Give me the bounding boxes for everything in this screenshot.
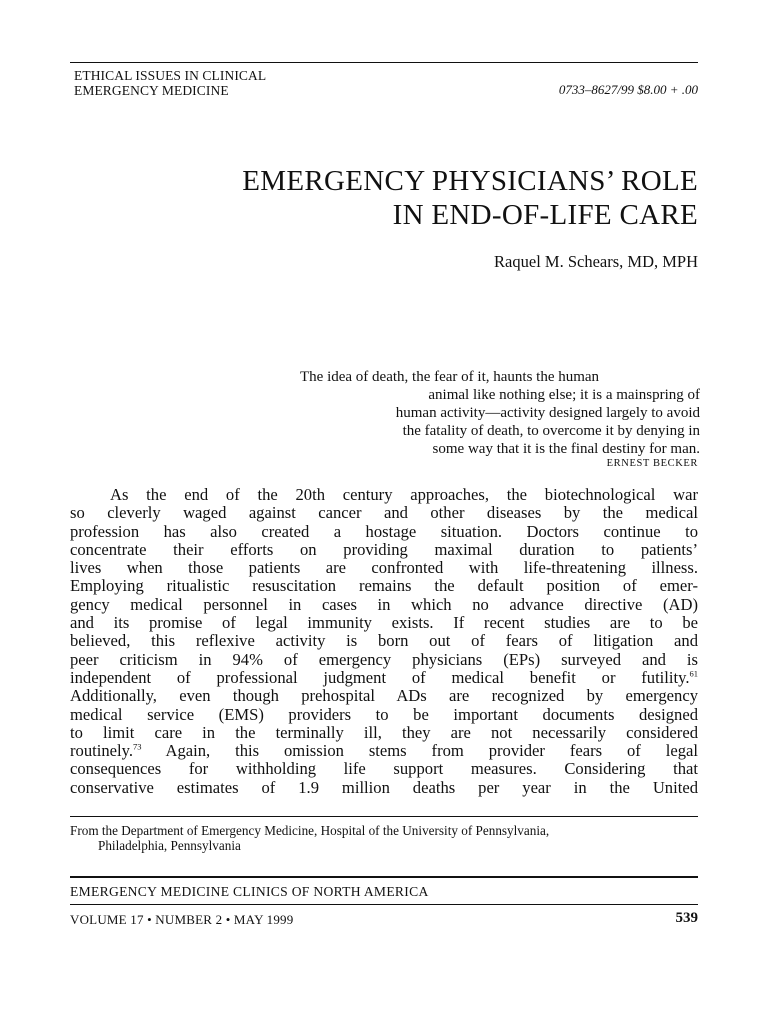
article-title (242, 164, 698, 232)
affiliation-footnote (70, 823, 710, 853)
body-line: Additionally, even though prehospital ADs are recognized by emergency (70, 687, 698, 706)
series-line-2: EMERGENCY MEDICINE (74, 83, 229, 98)
title-line-2: IN END-OF-LIFE CARE (392, 199, 698, 231)
title-line-1: EMERGENCY PHYSICIANS’ ROLE (242, 165, 698, 197)
body-line: medical service (EMS) providers to be important documents designed (70, 705, 698, 724)
epigraph-line: The idea of death, the fear of it, haunts the human (300, 369, 600, 385)
epigraph-line: animal like nothing else; it is a mainspring of (428, 387, 700, 403)
author-byline: Raquel M. Schears, MD, MPH (494, 252, 698, 271)
page-number: 539 (675, 910, 698, 926)
top-rule (70, 62, 698, 63)
body-line: to limit care in the terminally ill, they are not necessarily considered (70, 723, 698, 742)
body-line: lives when those patients are confronted with life-threatening illness. (70, 559, 698, 578)
body-line: consequences for withholding life support measures. Considering that (70, 760, 698, 779)
body-line: profession has also created a hostage situation. Doctors continue to (70, 522, 698, 541)
body-line: conservative estimates of 1.9 million deaths per year in the United (70, 778, 698, 797)
body-line: believed, this reflexive activity is born out of fears of litigation and (70, 632, 698, 651)
epigraph-line: the fatality of death, to overcome it by denying in (402, 423, 700, 439)
body-line: gency medical personnel in cases in which no advance directive (AD) (70, 595, 698, 614)
body-line-text: routinely. (70, 742, 133, 761)
body-text (70, 486, 698, 797)
reference-73: 73 (132, 742, 142, 752)
body-line-ref61 (70, 669, 698, 687)
series-header (74, 68, 266, 98)
body-line: concentrate their efforts on providing maximal duration to patients’ (70, 540, 698, 559)
reference-61: 61 (689, 668, 698, 679)
epigraph (290, 368, 700, 458)
body-line: and its promise of legal immunity exists. If recent studies are to be (70, 614, 698, 633)
footnote-line-1: From the Department of Emergency Medicine, Hospital of the University of Pennsylvania, (70, 823, 550, 838)
body-line-text: independent of professional judgment of medical benefit or futility. (70, 668, 690, 687)
epigraph-line: human activity—activity designed largely to avoid (395, 405, 700, 421)
series-line-1: ETHICAL ISSUES IN CLINICAL (74, 68, 267, 83)
body-line-ref73 (70, 742, 698, 760)
journal-rule (70, 876, 698, 878)
body-line: peer criticism in 94% of emergency physicians (EPs) surveyed and is (70, 650, 698, 669)
volume-info: VOLUME 17 • NUMBER 2 • MAY 1999 (70, 912, 294, 927)
journal-name: EMERGENCY MEDICINE CLINICS OF NORTH AMERICA (70, 884, 429, 899)
epigraph-attribution: ERNEST BECKER (606, 458, 698, 469)
body-line: so cleverly waged against cancer and other diseases by the medical (70, 504, 698, 523)
body-line: As the end of the 20th century approaches, the biotechnological war (110, 486, 698, 504)
body-line: Employing ritualistic resuscitation remains the default position of emer- (70, 577, 698, 596)
article-code: 0733–8627/99 $8.00 + .00 (558, 82, 698, 97)
footnote-rule (70, 816, 698, 817)
body-line-tail: Again, this omission stems from provider fears of legal (141, 742, 698, 761)
volume-rule (70, 904, 698, 905)
footnote-line-2: Philadelphia, Pennsylvania (98, 838, 241, 853)
epigraph-line: some way that it is the final destiny for man. (432, 441, 700, 457)
